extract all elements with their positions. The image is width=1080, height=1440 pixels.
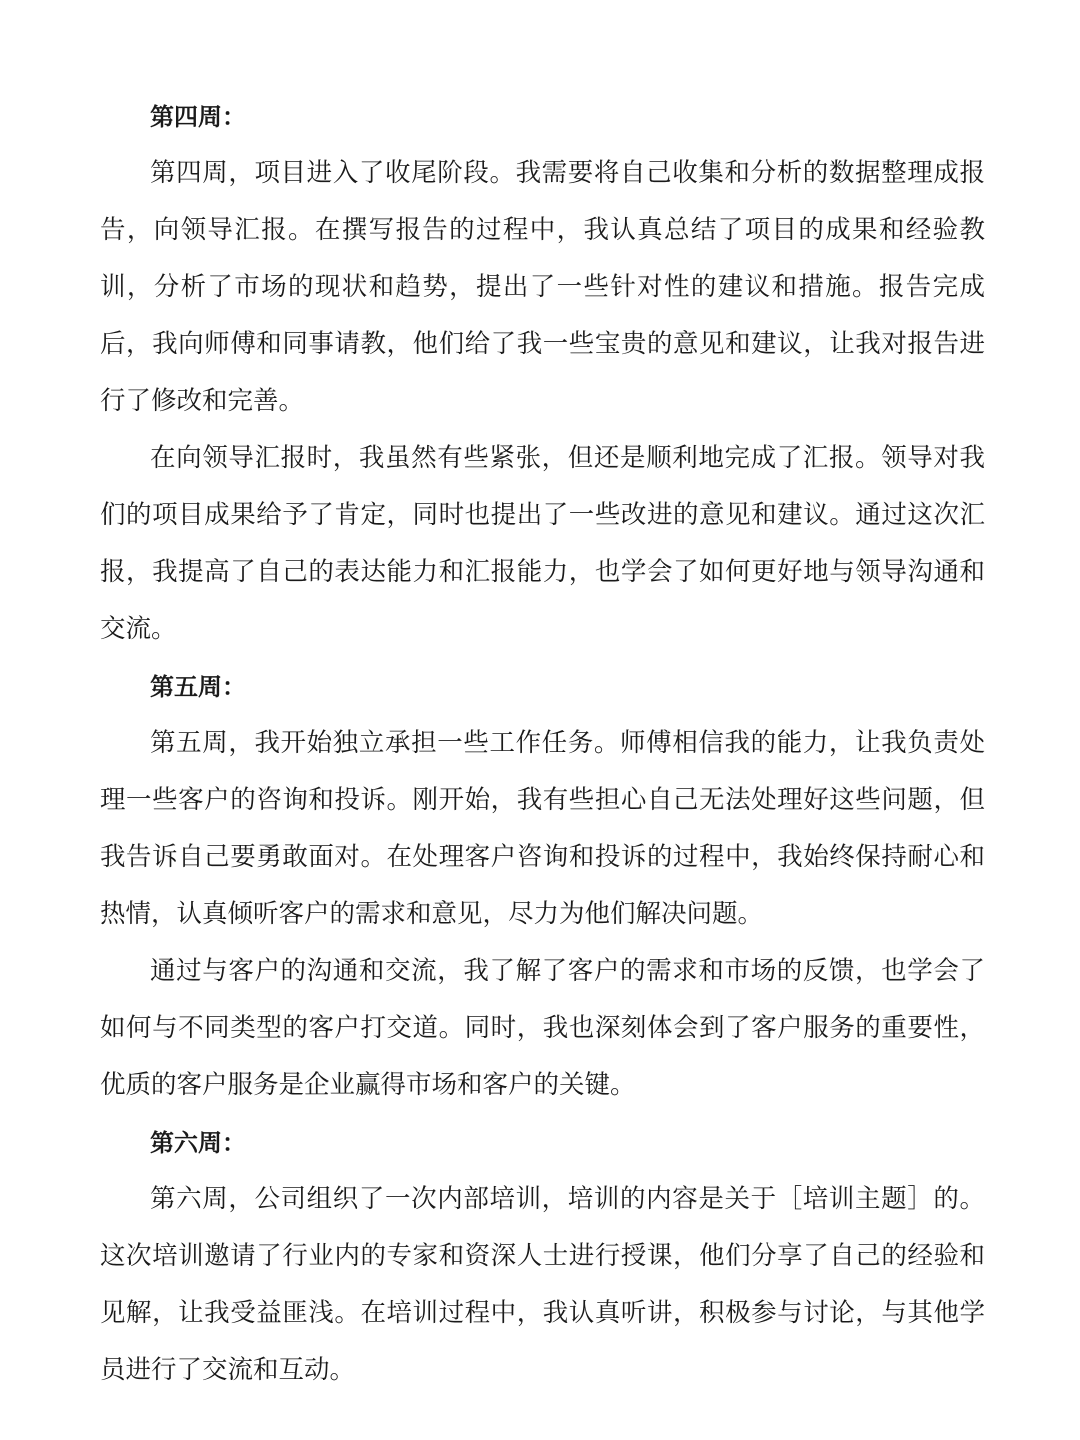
document-page	[100, 88, 985, 1399]
paragraph: 在向领导汇报时，我虽然有些紧张，但还是顺利地完成了汇报。领导对我们的项目成果给予了肯定，同时也提出了一些改进的意见和建议。通过这次汇报，我提高了自己的表达能力和汇报能力，也学会了如何更好地与领导沟通和交流。	[100, 443, 985, 644]
paragraph: 通过与客户的沟通和交流，我了解了客户的需求和市场的反馈，也学会了如何与不同类型的客户打交道。同时，我也深刻体会到了客户服务的重要性，优质的客户服务是企业赢得市场和客户的关键。	[100, 956, 985, 1100]
section-heading: 第四周：	[150, 102, 246, 131]
section-heading: 第六周：	[150, 1128, 246, 1157]
paragraph: 第五周，我开始独立承担一些工作任务。师傅相信我的能力，让我负责处理一些客户的咨询和投诉。刚开始，我有些担心自己无法处理好这些问题，但我告诉自己要勇敢面对。在处理客户咨询和投诉的过程中，我始终保持耐心和热情，认真倾听客户的需求和意见，尽力为他们解决问题。	[100, 728, 985, 929]
paragraph: 第六周，公司组织了一次内部培训，培训的内容是关于［培训主题］的。这次培训邀请了行业内的专家和资深人士进行授课，他们分享了自己的经验和见解，让我受益匪浅。在培训过程中，我认真听讲，积极参与讨论，与其他学员进行了交流和互动。	[100, 1184, 985, 1385]
section-week-5	[100, 658, 985, 1114]
paragraph: 第四周，项目进入了收尾阶段。我需要将自己收集和分析的数据整理成报告，向领导汇报。在撰写报告的过程中，我认真总结了项目的成果和经验教训，分析了市场的现状和趋势，提出了一些针对性的建议和措施。报告完成后，我向师傅和同事请教，他们给了我一些宝贵的意见和建议，让我对报告进行了修改和完善。	[100, 158, 985, 416]
section-week-6	[100, 1114, 985, 1399]
section-week-4	[100, 88, 985, 658]
section-heading: 第五周：	[150, 672, 246, 701]
